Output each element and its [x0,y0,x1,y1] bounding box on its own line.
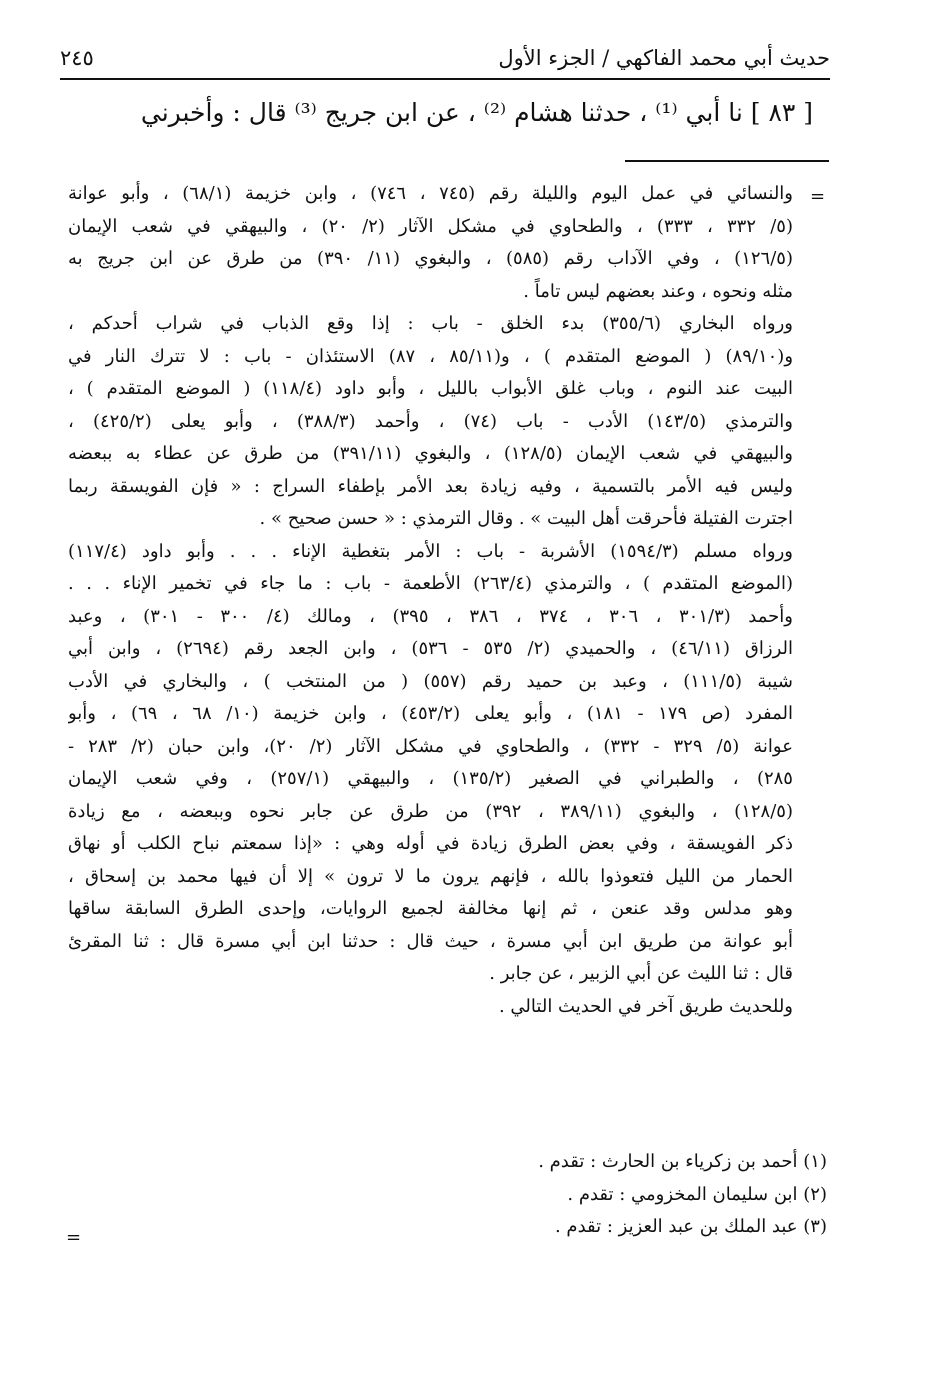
commentary-line: قال : ثنا الليث عن أبي الزبير ، عن جابر . [489,963,793,984]
footnote-item: (٣) عبد الملك بن عبد العزيز : تقدم . [554,1216,827,1237]
commentary-line: وليس فيه الأمر بالتسمية ، وفيه زيادة بعد الأمر بإطفاء السراج : « فإن الفويسقة ربما [68,475,793,497]
commentary-line: ورواه مسلم (١٥٩٤/٣) الأشربة - باب : الأمر بتغطية الإناء . . . وأبو داود (١١٧/٤) [68,540,793,562]
commentary-line: ٢٨٥) ، والطبراني في الصغير (١٣٥/٢) ، والبيهقي (٢٥٧/١) ، وفي شعب الإيمان [68,768,793,789]
commentary-line: وهو مدلس وقد عنعن ، ثم إنها مخالفة لجميع الروايات، وإحدى الطرق السابقة ساقها [68,898,793,919]
footnote-item: (٢) ابن سليمان المخزومي : تقدم . [567,1183,827,1205]
footnotes-block [327,1146,827,1244]
hadith-heading: [ ٨٣ ] نا أبي ⁽¹⁾ ، حدثنا هشام ⁽²⁾ ، عن ابن جريج ⁽³⁾ قال : وأخبرني [140,98,813,127]
commentary-line: عوانة (٥/ ٣٢٩ - ٣٣٢) ، والطحاوي في مشكل الآثار (٢/ ٢٠)، وابن حبان (٢/ ٢٨٣ - [68,735,793,757]
commentary-line: ورواه البخاري (٣٥٥/٦) بدء الخلق - باب : إذا وقع الذباب في شراب أحدكم ، [68,313,793,334]
commentary-line: الحمار من الليل فتعوذوا بالله ، فإنهم يرون ما لا ترون » إلا أن فيها محمد بن إسحاق ، [68,865,793,887]
commentary-line: (٥/ ٣٣٢ ، ٣٣٣) ، والطحاوي في مشكل الآثار (٢/ ٢٠) ، والبيهقي في شعب الإيمان [68,215,793,237]
commentary-line: وأحمد (٣٠١/٣ ، ٣٠٦ ، ٣٧٤ ، ٣٨٦ ، ٣٩٥) ، ومالك (٤/ ٣٠٠ - ٣٠١) ، وعبد [68,605,793,627]
continuation-mark: = [810,186,826,207]
commentary-line: أبو عوانة من طريق ابن أبي مسرة ، حيث قال : حدثنا ابن أبي مسرة قال : ثنا المقرئ [68,930,793,952]
commentary-line: والنسائي في عمل اليوم والليلة رقم (٧٤٥ ، ٧٤٦) ، وابن خزيمة (٦٨/١) ، وأبو عوانة [68,183,793,204]
commentary-block [68,178,793,1023]
commentary-line: والترمذي (١٤٣/٥) الأدب - باب (٧٤) ، وأحمد (٣٨٨/٣) ، وأبو يعلى (٤٢٥/٢) ، [68,410,793,432]
commentary-line: مثله ونحوه ، وعند بعضهم ليس تاماً . [523,280,793,302]
commentary-line: ذكر الفويسقة ، وفي بعض الطرق زيادة في أوله وهي : «إذا سمعتم نباح الكلب أو نهاق [68,833,793,854]
commentary-line: البيت عند النوم ، وباب غلق الأبواب بالليل ، وأبو داود (١١٨/٤) ( الموضع المتقدم ) ، [68,378,793,399]
running-title: حديث أبي محمد الفاكهي / الجزء الأول [498,46,830,70]
commentary-line: الرزاق (٤٦/١١) ، والحميدي (٢/ ٥٣٥ - ٥٣٦) ، وابن الجعد رقم (٢٦٩٤) ، وابن أبي [68,638,793,659]
footnote-divider [625,160,829,162]
continuation-mark-end: = [66,1227,82,1248]
footnote-item: (١) أحمد بن زكرياء بن الحارث : تقدم . [538,1151,827,1172]
commentary-line: المفرد (ص ١٧٩ - ١٨١) ، وأبو يعلى (٤٥٣/٢) ، وابن خزيمة (١٠/ ٦٨ ، ٦٩) ، وأبو [68,703,793,724]
commentary-line: (١٢٨/٥) ، والبغوي (٣٨٩/١١ ، ٣٩٢) من طرق عن جابر نحوه وببعضه ، مع زيادة [68,800,793,822]
commentary-line: اجترت الفتيلة فأحرقت أهل البيت » . وقال الترمذي : « حسن صحيح » . [259,508,793,529]
page-header [60,44,830,80]
commentary-line: والبيهقي في شعب الإيمان (١٢٨/٥) ، والبغوي (٣٩١/١١) من طرق عن عطاء به ببعضه [68,443,793,464]
commentary-line: وللحديث طريق آخر في الحديث التالي . [498,995,793,1017]
commentary-line: (١٢٦/٥) ، وفي الآداب رقم (٥٨٥) ، والبغوي (١١/ ٣٩٠) من طرق عن ابن جريج به [68,248,793,269]
commentary-line: شيبة (١١١/٥) ، وعبد بن حميد رقم (٥٥٧) ( من المنتخب ) ، والبخاري في الأدب [68,670,793,692]
commentary-line: (الموضع المتقدم ) ، والترمذي (٢٦٣/٤) الأطعمة - باب : ما جاء في تخمير الإناء . . . [68,573,793,594]
commentary-line: و(٨٩/١٠) ( الموضع المتقدم ) ، و(٨٥/١١ ، ٨٧) الاستئذان - باب : لا تترك النار في [68,345,793,367]
page-number: ٢٤٥ [60,46,94,70]
